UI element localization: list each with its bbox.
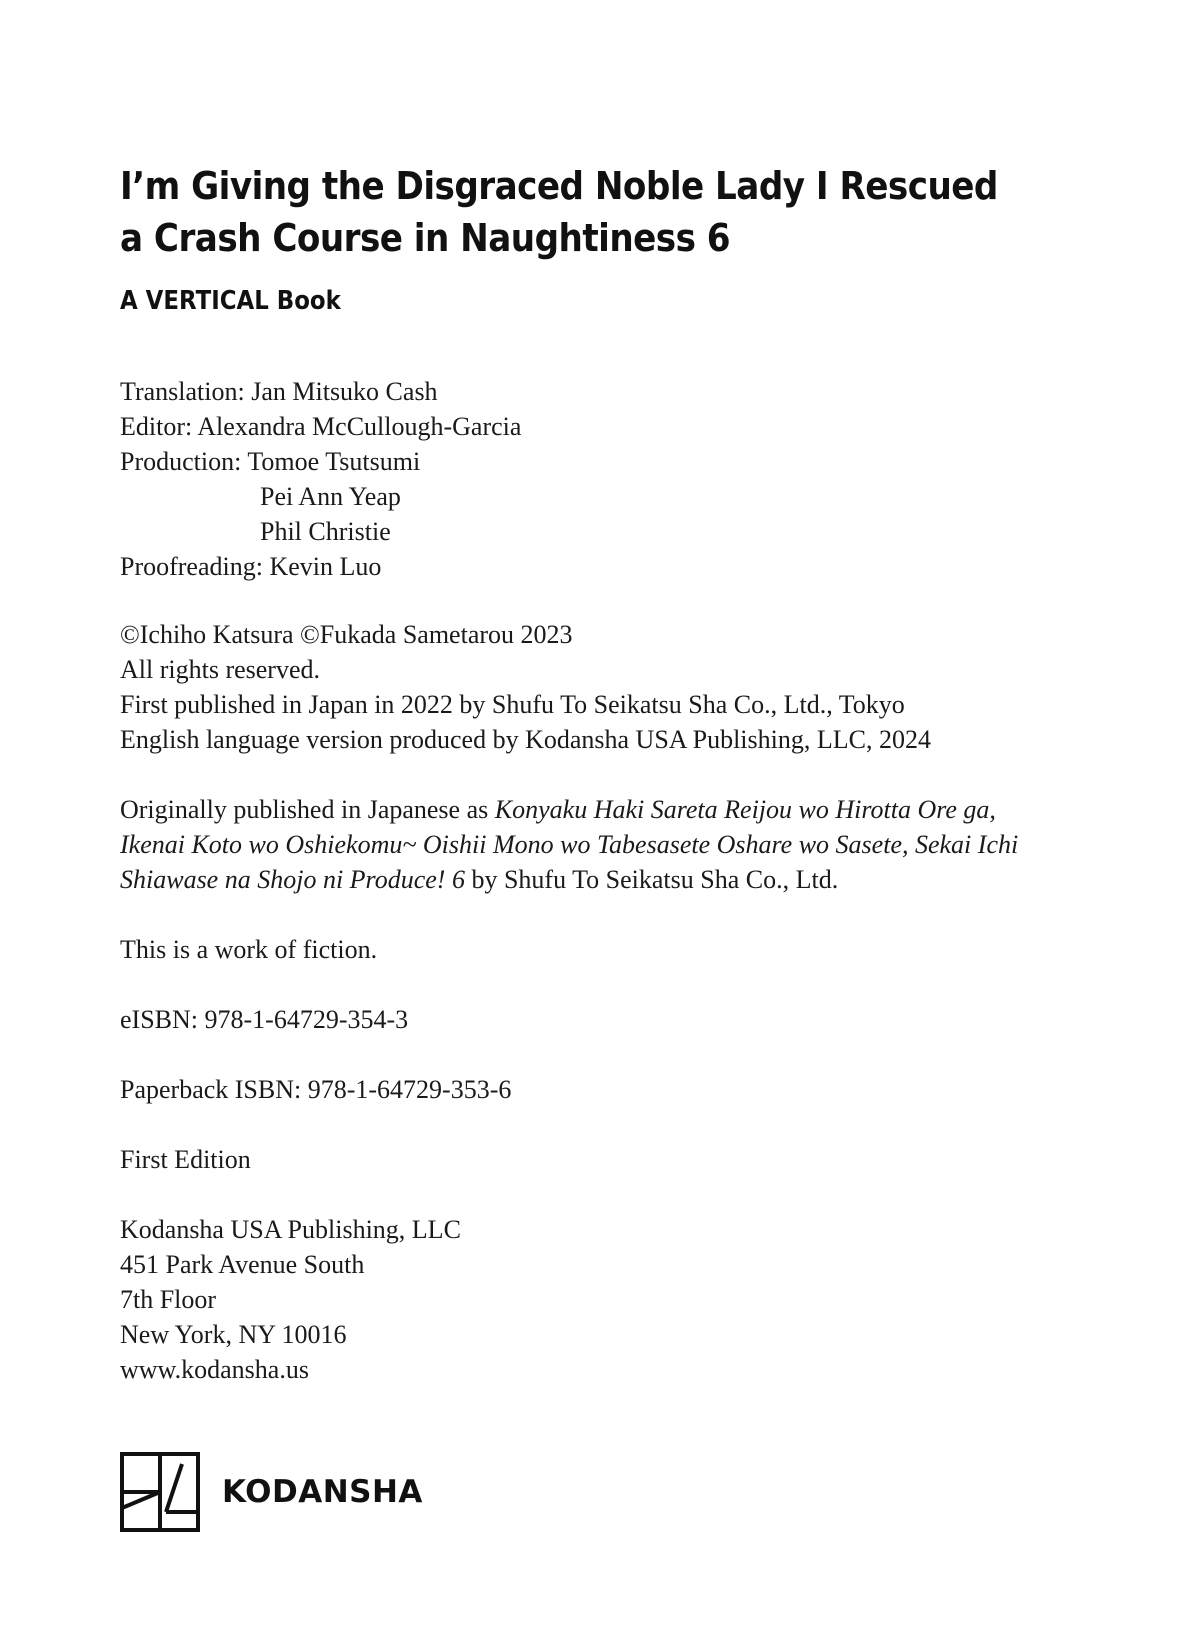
imprint-label: A VERTICAL Book: [120, 286, 341, 316]
original-publication-block: [120, 792, 1018, 897]
edition-label: First Edition: [120, 1145, 251, 1174]
original-line-2: [120, 827, 1018, 862]
eisbn: eISBN: 978-1-64729-354-3: [120, 1005, 409, 1034]
proofreading-credit: Proofreading: Kevin Luo: [120, 552, 382, 581]
copyright-notice: ©Ichiho Katsura ©Fukada Sametarou 2023: [120, 620, 573, 649]
book-title: [120, 160, 1020, 264]
publisher-address: [120, 1212, 461, 1387]
publisher-street: 451 Park Avenue South: [120, 1250, 365, 1279]
original-suffix: by Shufu To Seikatsu Sha Co., Ltd.: [464, 865, 839, 894]
credits-block: [120, 374, 521, 584]
english-version-notice: English language version produced by Kodansha USA Publishing, LLC, 2024: [120, 725, 931, 754]
publisher-city: New York, NY 10016: [120, 1320, 347, 1349]
original-title-part-3: Shiawase na Shojo ni Produce! 6: [120, 865, 465, 894]
first-published-notice: First published in Japan in 2022 by Shufu To Seikatsu Sha Co., Ltd., Tokyo: [120, 690, 905, 719]
book-title-line-2: a Crash Course in Naughtiness 6: [120, 216, 731, 260]
fiction-notice: This is a work of fiction.: [120, 935, 378, 964]
production-credit: Production: Tomoe Tsutsumi: [120, 447, 421, 476]
production-credit-2: Pei Ann Yeap: [260, 482, 401, 511]
paperback-isbn: Paperback ISBN: 978-1-64729-353-6: [120, 1075, 512, 1104]
publisher-website: www.kodansha.us: [120, 1355, 309, 1384]
kodansha-wordmark: KODANSHA: [222, 1474, 423, 1510]
rights-block: [120, 617, 931, 757]
production-credit-3: Phil Christie: [260, 517, 391, 546]
original-title-part-2: Ikenai Koto wo Oshiekomu~ Oishii Mono wo Tabesasete Oshare wo Sasete, Sekai Ichi: [120, 830, 1019, 859]
kodansha-logo-icon: [120, 1452, 200, 1532]
translation-credit: Translation: Jan Mitsuko Cash: [120, 377, 438, 406]
original-line-3: [120, 862, 1018, 897]
rights-reserved: All rights reserved.: [120, 655, 321, 684]
original-line-1: [120, 792, 1018, 827]
kodansha-logo: [120, 1452, 423, 1532]
original-title-part-1: Konyaku Haki Sareta Reijou wo Hirotta Ore ga,: [494, 795, 996, 824]
original-intro: Originally published in Japanese as: [120, 795, 495, 824]
publisher-floor: 7th Floor: [120, 1285, 217, 1314]
publisher-name: Kodansha USA Publishing, LLC: [120, 1215, 461, 1244]
book-title-line-1: I’m Giving the Disgraced Noble Lady I Rescued: [120, 164, 998, 208]
editor-credit: Editor: Alexandra McCullough-Garcia: [120, 412, 522, 441]
